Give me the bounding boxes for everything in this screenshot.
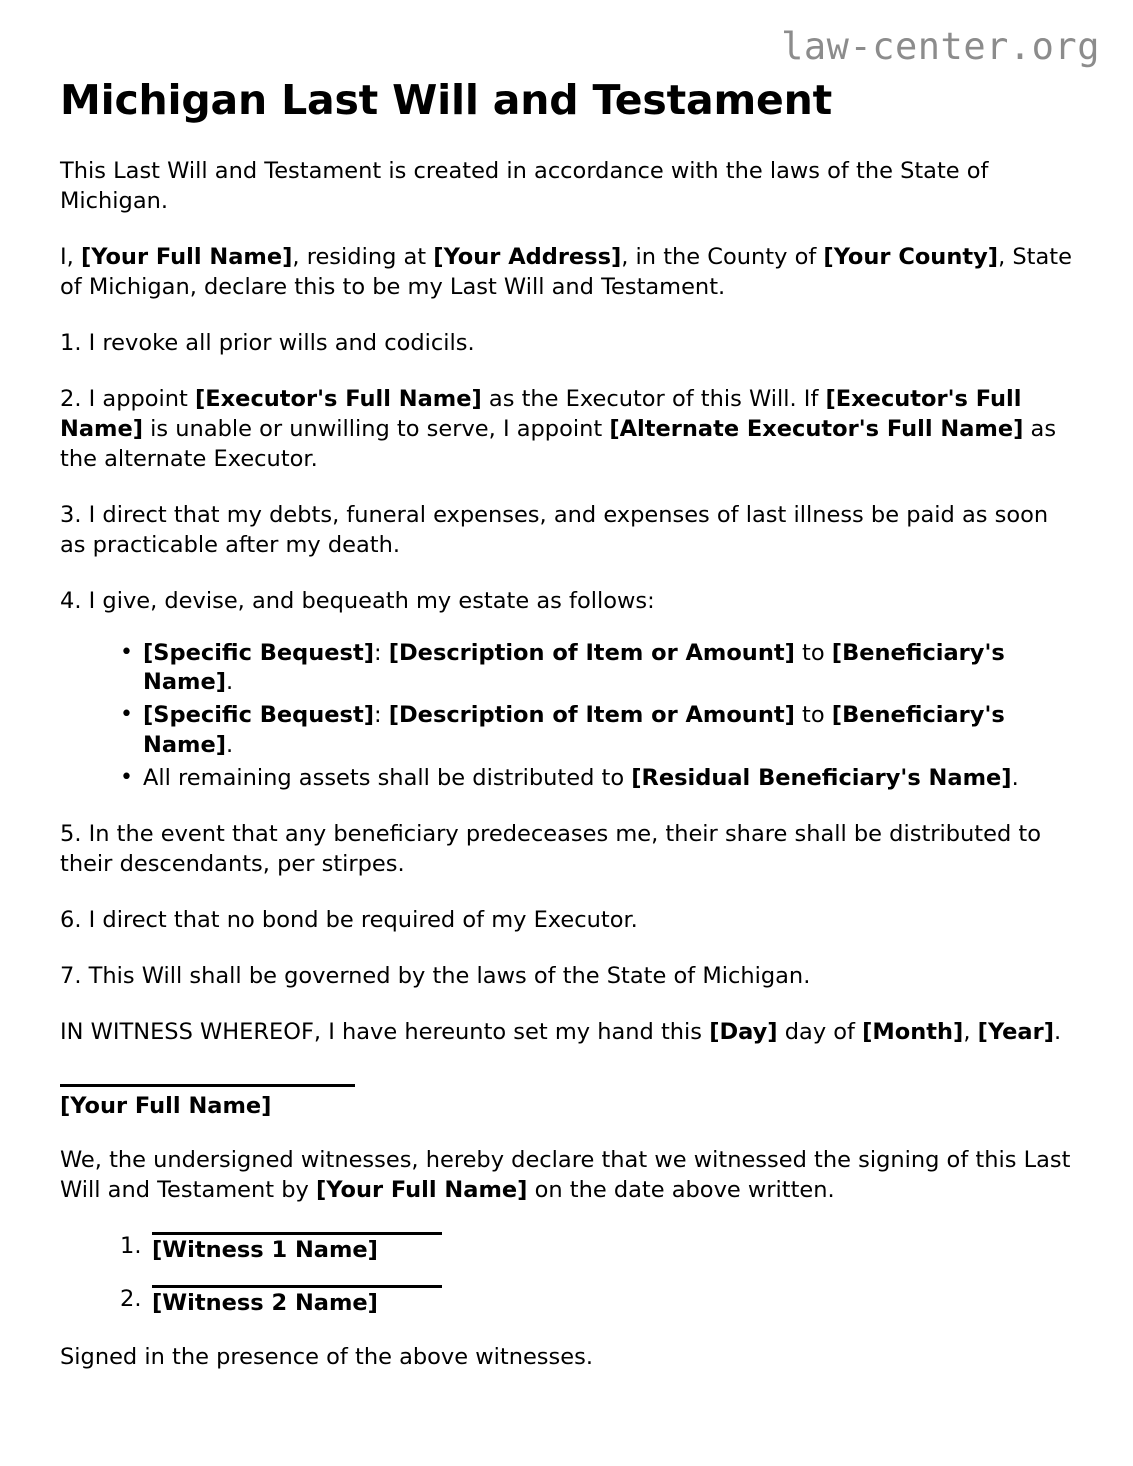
witness-2-signature-line: [152, 1285, 442, 1288]
clause-2-mid2: is unable or unwilling to serve, I appoint: [143, 415, 610, 442]
witness-clause-tail: .: [1054, 1018, 1062, 1045]
page-title: Michigan Last Will and Testament: [60, 76, 832, 124]
clause-2-mid1: as the Executor of this Will. If: [481, 385, 826, 412]
placeholder-your-full-name: [Your Full Name]: [80, 244, 293, 271]
placeholder-executor-name-2: [Executor's Full Name]: [60, 385, 1022, 442]
placeholder-beneficiary-name: [Beneficiary's Name]: [143, 639, 1005, 696]
bequest-list: [60, 639, 1073, 795]
witness-clause-mid1: day of: [777, 1018, 863, 1045]
placeholder-residual-beneficiary-name: [Residual Beneficiary's Name]: [631, 765, 1012, 792]
placeholder-your-county: [Your County]: [823, 244, 999, 271]
placeholder-month: [Month]: [862, 1018, 964, 1045]
clause-5: [60, 820, 1073, 880]
clause-4: [60, 587, 1073, 617]
placeholder-testator-name: [Your Full Name]: [315, 1176, 528, 1203]
signature-line: [60, 1084, 355, 1087]
signature-name-label: [Your Full Name]: [60, 1092, 272, 1119]
list-item: [120, 701, 1073, 761]
intro-paragraph: [60, 157, 1073, 217]
intro-text: This Last Will and Testament is created in accordance with the laws of the State of Michigan.: [60, 158, 989, 215]
clause-3: [60, 501, 1073, 561]
attestation-tail: on the date above written.: [527, 1176, 835, 1203]
witness-clause-lead: IN WITNESS WHEREOF, I have hereunto set my hand this: [60, 1018, 710, 1045]
bequest-to: to: [794, 702, 832, 729]
clause-2: [60, 385, 1073, 475]
attestation-lead: We, the undersigned witnesses, hereby declare that we witnessed the signing of this Last Will and Testament by: [60, 1146, 1071, 1203]
placeholder-specific-bequest: [Specific Bequest]: [143, 639, 374, 666]
closing-paragraph: [60, 1343, 1073, 1373]
residual-text: All remaining assets shall be distributed to: [143, 765, 632, 792]
clause-4-text: 4. I give, devise, and bequeath my estate as follows:: [60, 587, 655, 614]
clause-5-text: 5. In the event that any beneficiary predeceases me, their share shall be distributed to their descendants, per stirpes.: [60, 821, 1041, 878]
declaration-lead: I,: [60, 244, 81, 271]
bequest-to: to: [794, 639, 832, 666]
witness-clause-mid2: ,: [963, 1018, 978, 1045]
clause-1-text: 1. I revoke all prior wills and codicils.: [60, 330, 475, 357]
placeholder-day: [Day]: [709, 1018, 778, 1045]
witness-2-name-label: [Witness 2 Name]: [152, 1290, 378, 1317]
clause-2-lead: 2. I appoint: [60, 385, 196, 412]
closing-text: Signed in the presence of the above witnesses.: [60, 1344, 593, 1371]
declaration-mid2: , in the County of: [621, 244, 824, 271]
placeholder-beneficiary-name: [Beneficiary's Name]: [143, 702, 1005, 759]
declaration-tail: , State of Michigan, declare this to be my Last Will and Testament.: [60, 244, 1072, 301]
clause-3-text: 3. I direct that my debts, funeral expenses, and expenses of last illness be paid as soon as practicable after my death.: [60, 501, 1049, 558]
clause-6: [60, 906, 1073, 936]
declaration-mid1: , residing at: [292, 244, 434, 271]
clause-2-tail: as the alternate Executor.: [60, 415, 1057, 472]
placeholder-year: [Year]: [977, 1018, 1054, 1045]
placeholder-item-description: [Description of Item or Amount]: [388, 702, 795, 729]
placeholder-specific-bequest: [Specific Bequest]: [143, 702, 374, 729]
clause-7: [60, 962, 1073, 992]
clause-6-text: 6. I direct that no bond be required of my Executor.: [60, 906, 638, 933]
clause-1: [60, 329, 1073, 359]
placeholder-executor-name: [Executor's Full Name]: [195, 385, 482, 412]
bequest-separator: :: [373, 639, 389, 666]
list-item: [120, 639, 1073, 699]
witness-signature-list: [60, 1232, 1073, 1318]
witness-1-signature-line: [152, 1232, 442, 1235]
placeholder-item-description: [Description of Item or Amount]: [388, 639, 795, 666]
clause-7-text: 7. This Will shall be governed by the laws of the State of Michigan.: [60, 962, 811, 989]
attestation-paragraph: [60, 1146, 1073, 1206]
bequest-period: .: [226, 669, 234, 696]
witness-whereof-clause: [60, 1018, 1073, 1048]
declaration-paragraph: [60, 243, 1073, 303]
list-item: [120, 764, 1073, 794]
site-watermark: law-center.org: [781, 25, 1100, 68]
bequest-period: .: [226, 732, 234, 759]
list-item: [120, 1232, 1073, 1264]
placeholder-your-address: [Your Address]: [433, 244, 622, 271]
bequest-period: .: [1011, 765, 1019, 792]
witness-1-name-label: [Witness 1 Name]: [152, 1236, 378, 1263]
list-item: [120, 1285, 1073, 1317]
bequest-separator: :: [373, 702, 389, 729]
signature-block: [60, 1084, 1073, 1120]
placeholder-alternate-executor-name: [Alternate Executor's Full Name]: [609, 415, 1024, 442]
